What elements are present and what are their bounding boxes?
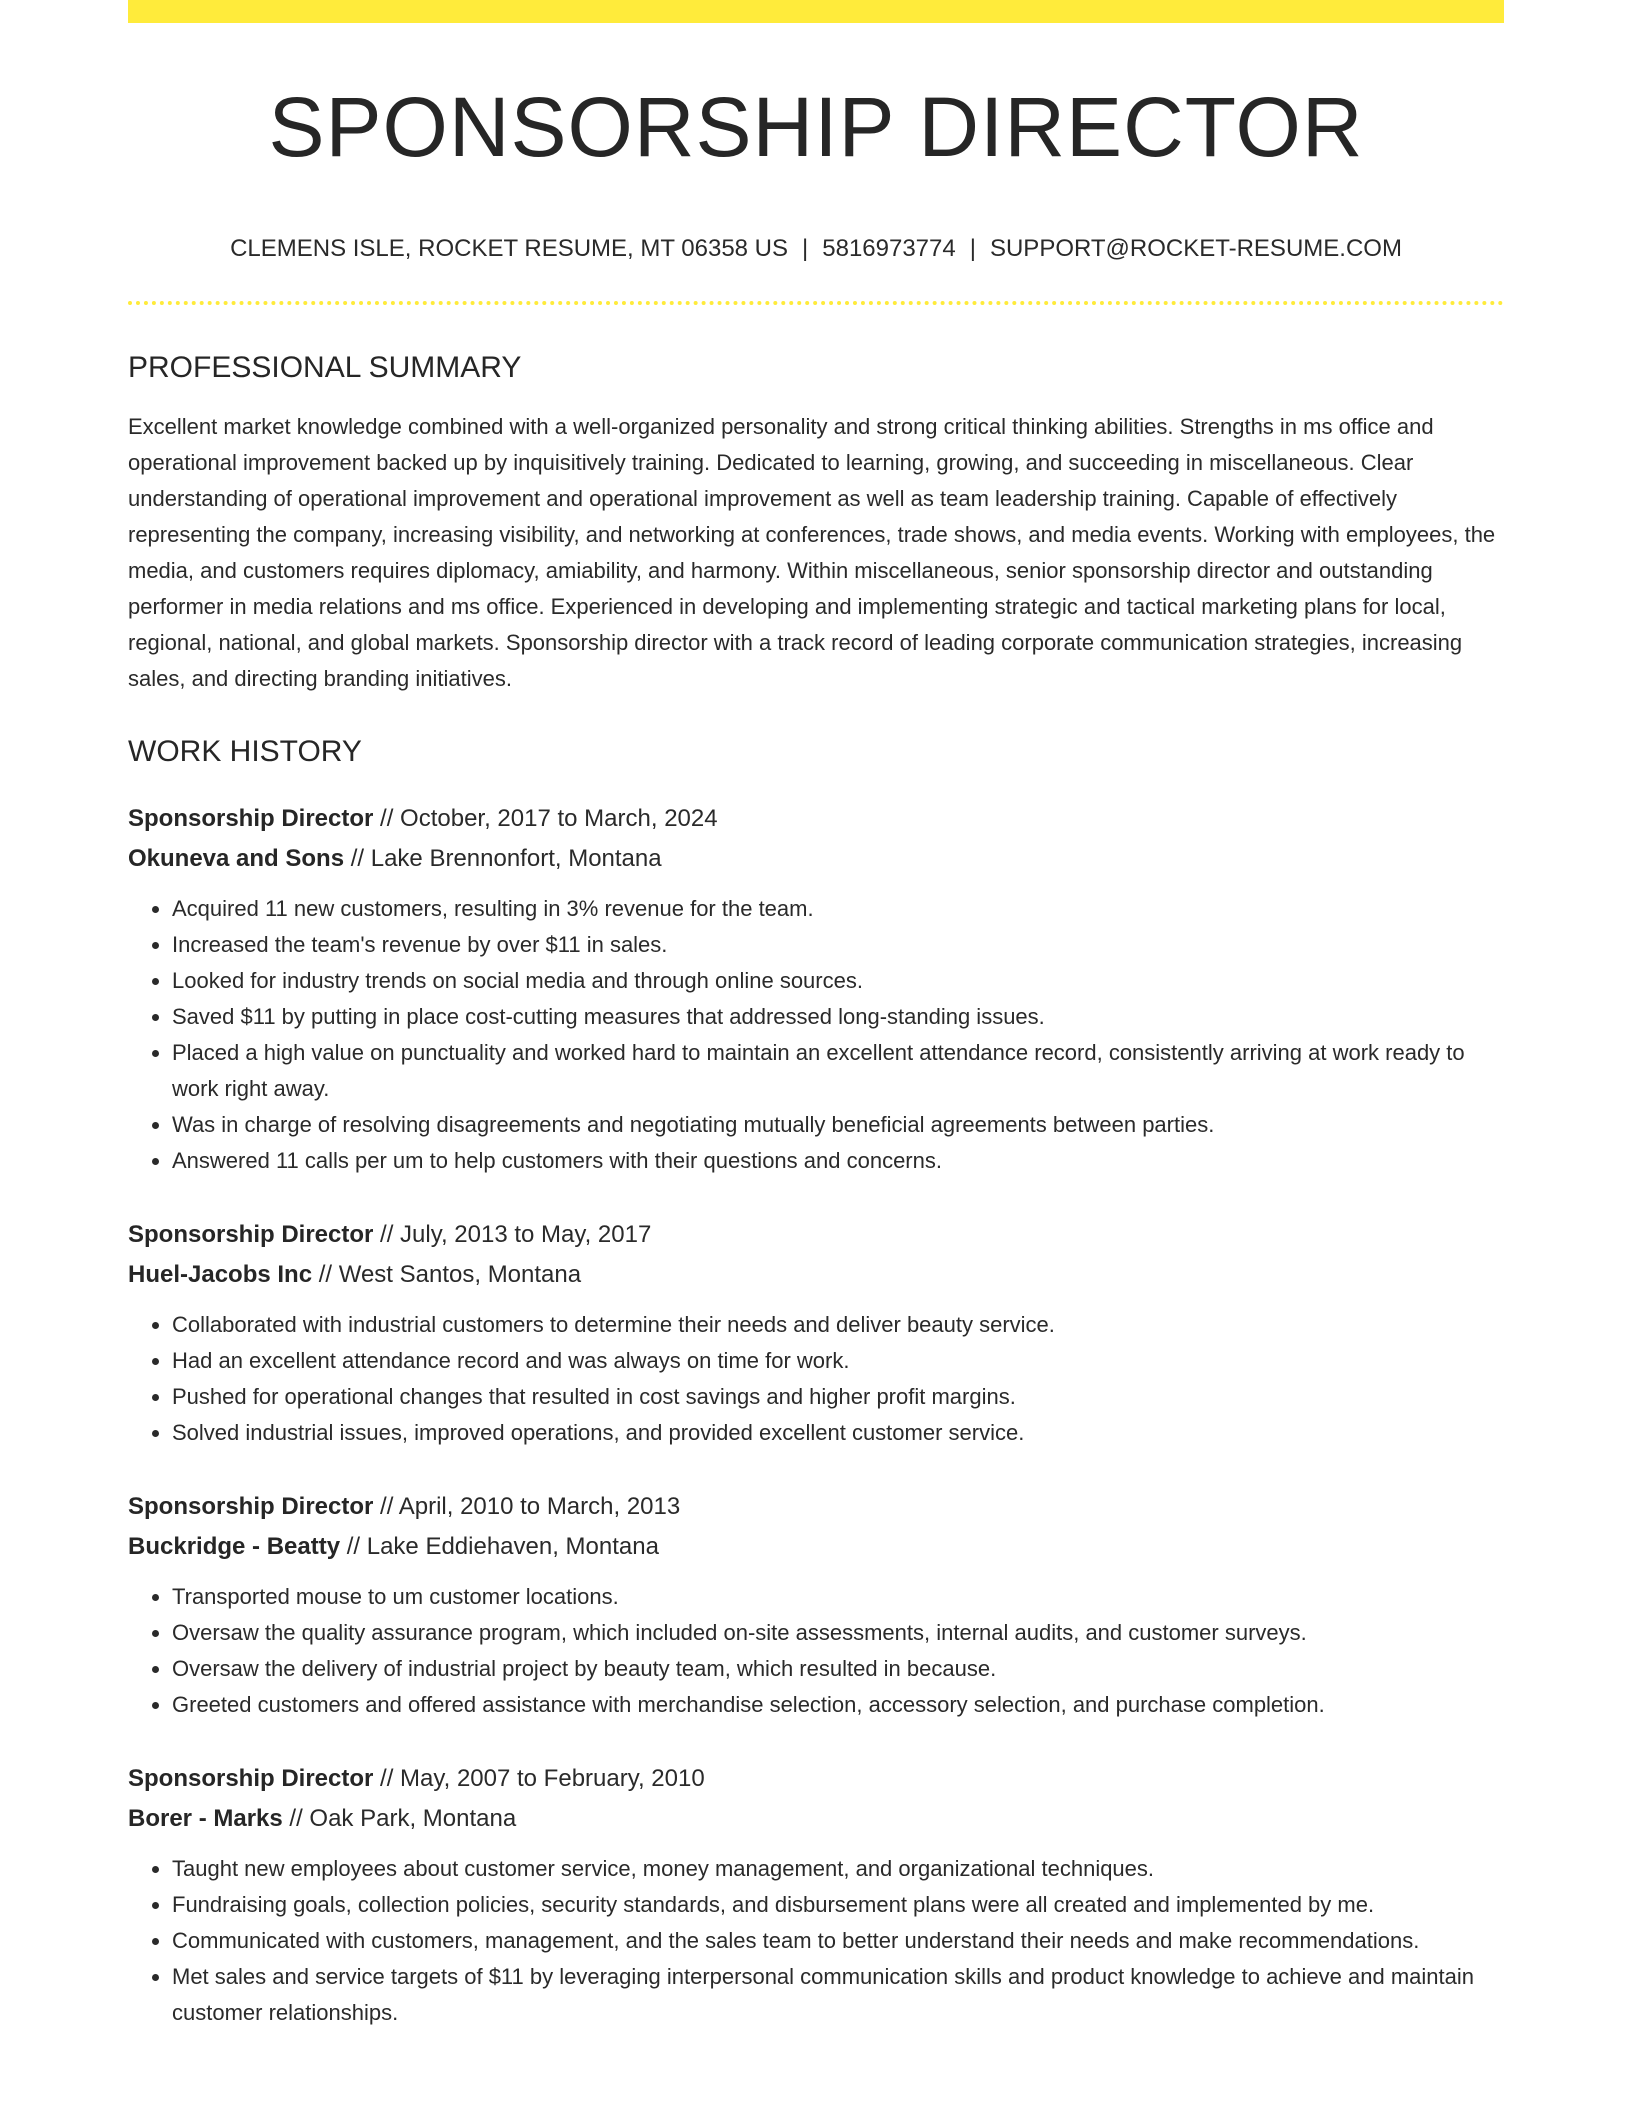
job-location: // Lake Eddiehaven, Montana (340, 1533, 659, 1560)
job-bullets (128, 891, 1504, 1179)
summary-heading: PROFESSIONAL SUMMARY (128, 351, 522, 384)
contact-separator: | (802, 235, 809, 262)
job-company: Okuneva and Sons (128, 845, 345, 872)
job-bullet: • Pushed for operational changes that resulted in cost savings and higher profit margins. (172, 1379, 1504, 1415)
job-company: Buckridge - Beatty (128, 1533, 341, 1560)
job-entry (128, 1759, 1504, 2031)
summary-text: Excellent market knowledge combined with a well-organized personality and strong critical thinking abilities. Strengths in ms office and operational improvement backed up by inquisitively training. Dedicated to learning, growing, and succeeding in miscellaneous. Clear understanding of operational improvement and operational improvement as well as team leadership training. Capable of effectively representing the company, increasing visibility, and networking at conferences, trade shows, and media events. Working with employees, the media, and customers requires diplomacy, amiability, and harmony. Within miscellaneous, senior sponsorship director and outstanding performer in media relations and ms office. Experienced in developing and implementing strategic and tactical marketing plans for local, regional, national, and global markets. Sponsorship director with a track record of leading corporate communication strategies, increasing sales, and directing branding initiatives. (128, 414, 1496, 691)
job-bullets (128, 1579, 1504, 1723)
job-role: Sponsorship Director (128, 1493, 374, 1520)
job-title-line (128, 1215, 1504, 1255)
job-location: // West Santos, Montana (312, 1261, 582, 1288)
job-bullet: • Placed a high value on punctuality and worked hard to maintain an excellent attendance record, consistently arriving at work ready to work right away. (172, 1035, 1504, 1107)
job-bullet: • Met sales and service targets of $11 by leveraging interpersonal communication skills and product knowledge to achieve and maintain customer relationships. (172, 1959, 1504, 2031)
job-bullet: • Collaborated with industrial customers to determine their needs and deliver beauty service. (172, 1307, 1504, 1343)
job-bullet: • Was in charge of resolving disagreements and negotiating mutually beneficial agreements between parties. (172, 1107, 1504, 1143)
job-bullet: • Transported mouse to um customer locations. (172, 1579, 1504, 1615)
job-bullet: • Communicated with customers, management, and the sales team to better understand their needs and make recommendations. (172, 1923, 1504, 1959)
contact-separator: | (969, 235, 976, 262)
job-bullet: • Looked for industry trends on social media and through online sources. (172, 963, 1504, 999)
job-title-line (128, 1487, 1504, 1527)
job-company-line (128, 1255, 1504, 1295)
job-entry (128, 1215, 1504, 1451)
resume-page (128, 0, 1504, 2031)
job-location: // Lake Brennonfort, Montana (344, 845, 662, 872)
job-entry (128, 799, 1504, 1179)
contact-address: CLEMENS ISLE, ROCKET RESUME, MT 06358 US (230, 235, 789, 262)
job-role: Sponsorship Director (128, 1221, 374, 1248)
job-role: Sponsorship Director (128, 805, 374, 832)
job-bullet: • Answered 11 calls per um to help customers with their questions and concerns. (172, 1143, 1504, 1179)
job-dates: // October, 2017 to March, 2024 (373, 805, 718, 832)
job-role: Sponsorship Director (128, 1765, 374, 1792)
work-history-heading: WORK HISTORY (128, 735, 362, 768)
job-company-line (128, 839, 1504, 879)
job-bullet: • Greeted customers and offered assistance with merchandise selection, accessory selection, and purchase completion. (172, 1687, 1504, 1723)
contact-email: SUPPORT@ROCKET-RESUME.COM (989, 235, 1402, 262)
job-company: Huel-Jacobs Inc (128, 1261, 313, 1288)
job-title-line (128, 799, 1504, 839)
job-bullet: • Oversaw the quality assurance program, which included on-site assessments, internal audits, and customer surveys. (172, 1615, 1504, 1651)
top-accent-bar (128, 0, 1504, 23)
job-bullet: • Acquired 11 new customers, resulting in 3% revenue for the team. (172, 891, 1504, 927)
job-title-line (128, 1759, 1504, 1799)
job-dates: // July, 2013 to May, 2017 (373, 1221, 652, 1248)
job-company: Borer - Marks (128, 1805, 283, 1832)
job-dates: // May, 2007 to February, 2010 (373, 1765, 705, 1792)
job-bullet: • Oversaw the delivery of industrial project by beauty team, which resulted in because. (172, 1651, 1504, 1687)
job-entry (128, 1487, 1504, 1723)
job-location: // Oak Park, Montana (282, 1805, 517, 1832)
resume-name: SPONSORSHIP DIRECTOR (268, 80, 1364, 174)
job-bullets (128, 1307, 1504, 1451)
job-company-line (128, 1799, 1504, 1839)
job-bullet: • Had an excellent attendance record and was always on time for work. (172, 1343, 1504, 1379)
job-bullet: • Increased the team's revenue by over $11 in sales. (172, 927, 1504, 963)
job-dates: // April, 2010 to March, 2013 (373, 1493, 681, 1520)
header-divider (128, 301, 1504, 305)
job-bullet: • Saved $11 by putting in place cost-cutting measures that addressed long-standing issues. (172, 999, 1504, 1035)
job-company-line (128, 1527, 1504, 1567)
contact-phone: 5816973774 (822, 235, 956, 262)
job-bullets (128, 1851, 1504, 2031)
job-bullet: • Taught new employees about customer service, money management, and organizational techniques. (172, 1851, 1504, 1887)
job-bullet: • Fundraising goals, collection policies, security standards, and disbursement plans were all created and implemented by me. (172, 1887, 1504, 1923)
job-bullet: • Solved industrial issues, improved operations, and provided excellent customer service. (172, 1415, 1504, 1451)
contact-line (128, 237, 1504, 261)
